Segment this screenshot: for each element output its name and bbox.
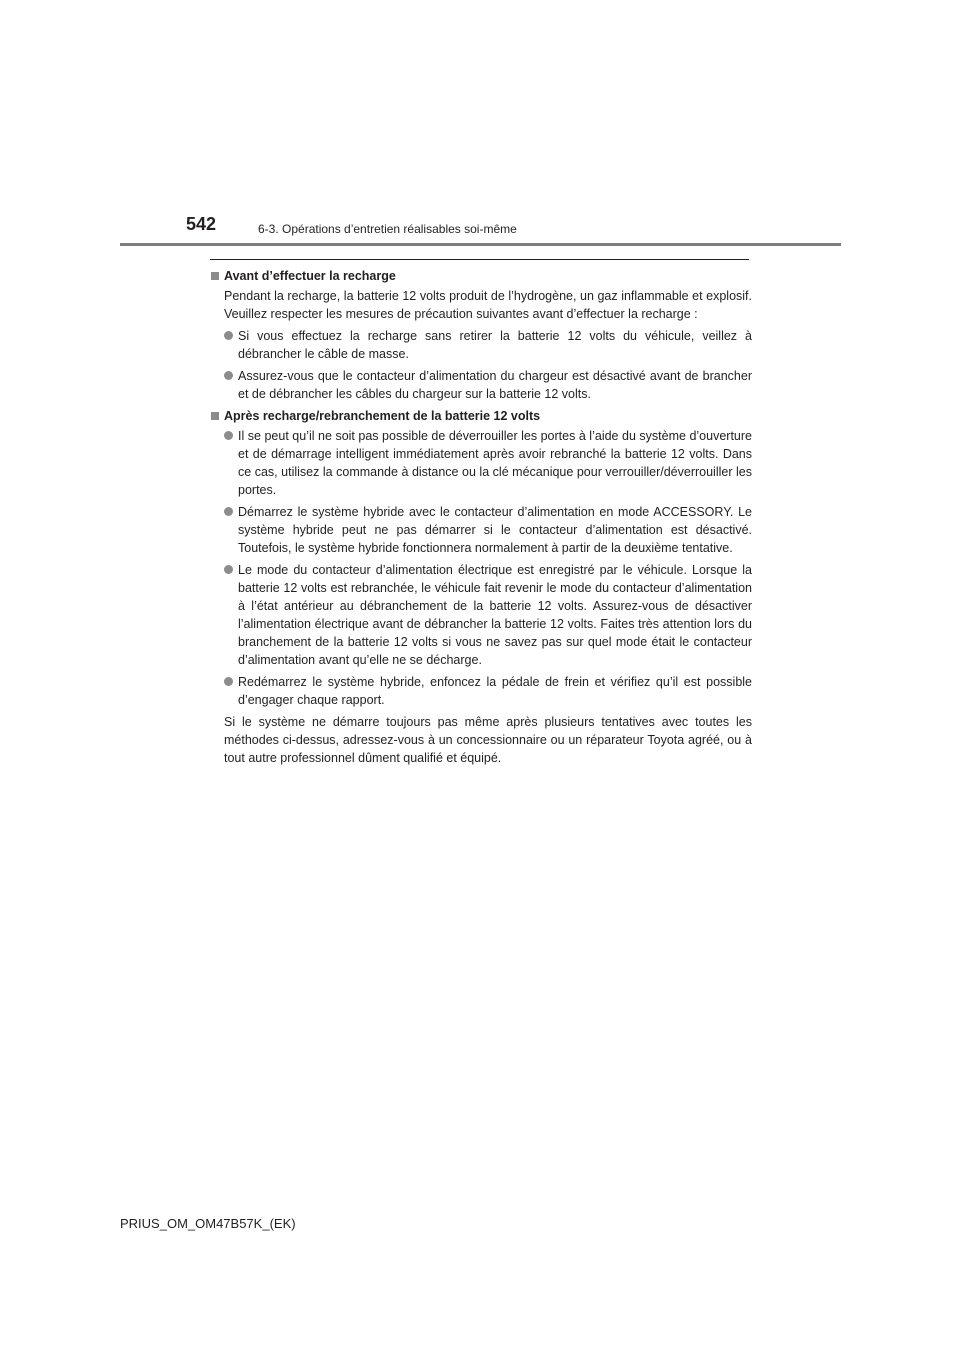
list-item bbox=[210, 503, 752, 557]
round-bullet-icon bbox=[224, 431, 233, 440]
list-item bbox=[210, 673, 752, 709]
round-bullet-icon bbox=[224, 507, 233, 516]
section-heading bbox=[210, 407, 752, 425]
content-body bbox=[210, 267, 752, 771]
content-divider bbox=[210, 259, 749, 260]
list-item-text: Démarrez le système hybride avec le contacteur d’alimentation en mode ACCESSORY. Le système hybride peut ne pas démarrer si le contacteur d’alimentation est désactivé. Toutefois, le système hybride fonctionnera normalement à partir de la deuxième tentative. bbox=[238, 505, 752, 555]
section-heading bbox=[210, 267, 752, 285]
header-divider bbox=[120, 243, 841, 246]
list-item bbox=[210, 367, 752, 403]
section-title: 6-3. Opérations d’entretien réalisables soi-même bbox=[258, 222, 517, 236]
list-item-text: Si vous effectuez la recharge sans retirer la batterie 12 volts du véhicule, veillez à débrancher le câble de masse. bbox=[238, 329, 752, 361]
round-bullet-icon bbox=[224, 331, 233, 340]
list-item-text: Assurez-vous que le contacteur d’alimentation du chargeur est désactivé avant de brancher et de débrancher les câbles du chargeur sur la batterie 12 volts. bbox=[238, 369, 752, 401]
list-item bbox=[210, 561, 752, 669]
list-item-text: Redémarrez le système hybride, enfoncez la pédale de frein et vérifiez qu’il est possible d’engager chaque rapport. bbox=[238, 675, 752, 707]
section-heading-text: Avant d’effectuer la recharge bbox=[224, 269, 396, 283]
round-bullet-icon bbox=[224, 677, 233, 686]
round-bullet-icon bbox=[224, 371, 233, 380]
list-item-text: Il se peut qu’il ne soit pas possible de déverrouiller les portes à l’aide du système d’ouverture et de démarrage intelligent immédiatement après avoir rebranché la batterie 12 volts. Dans ce cas, utilisez la commande à distance ou la clé mécanique pour verrouiller/déverrouiller les portes. bbox=[238, 429, 752, 497]
paragraph: Si le système ne démarre toujours pas même après plusieurs tentatives avec toutes les méthodes ci-dessus, adressez-vous à un concessionnaire ou un réparateur Toyota agréé, ou à tout autre professionnel dûment qualifié et équipé. bbox=[224, 715, 752, 765]
list-item bbox=[210, 327, 752, 363]
document-code: PRIUS_OM_OM47B57K_(EK) bbox=[120, 1216, 296, 1231]
square-bullet-icon bbox=[211, 272, 219, 280]
square-bullet-icon bbox=[211, 412, 219, 420]
section-heading-text: Après recharge/rebranchement de la batterie 12 volts bbox=[224, 409, 541, 423]
round-bullet-icon bbox=[224, 565, 233, 574]
paragraph: Pendant la recharge, la batterie 12 volts produit de l’hydrogène, un gaz inflammable et explosif. Veuillez respecter les mesures de précaution suivantes avant d’effectuer la recharge : bbox=[224, 289, 752, 321]
page-number: 542 bbox=[186, 214, 217, 234]
list-item-text: Le mode du contacteur d’alimentation électrique est enregistré par le véhicule. Lorsque la batterie 12 volts est rebranchée, le véhicule fait revenir le mode du contacteur d’alimentation à l’état antérieur au débranchement de la batterie 12 volts. Assurez-vous de désactiver l’alimentation électrique avant de débrancher la batterie 12 volts. Faites très attention lors du branchement de la batterie 12 volts si vous ne savez pas sur quel mode était le contacteur d’alimentation avant qu’elle ne se décharge. bbox=[238, 563, 752, 667]
list-item bbox=[210, 427, 752, 499]
